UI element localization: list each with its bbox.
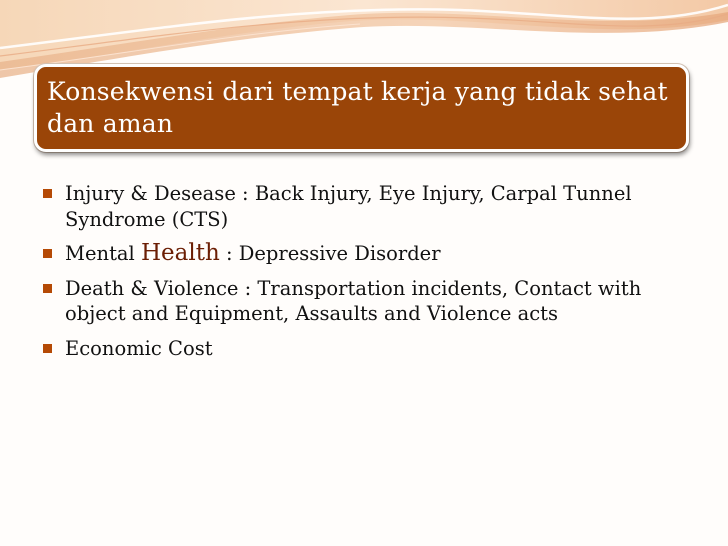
bullet-highlight: Health [140,240,220,266]
bullet-item-economic-cost [40,336,690,362]
bullet-suffix: : Depressive Disorder [219,242,441,265]
bullet-text: Injury & Desease : Back Injury, Eye Injury, Carpal Tunnel Syndrome (CTS) [65,182,632,231]
square-bullet-icon [43,189,52,198]
bullet-text: Death & Violence : Transportation incidents, Contact with object and Equipment, Assaults and Violence acts [65,276,642,325]
bullet-list [40,181,690,370]
title-box [34,64,689,152]
bullet-item-injury [40,181,690,232]
bullet-item-mental-health [40,241,690,267]
bullet-item-death-violence [40,276,690,327]
square-bullet-icon [43,344,52,353]
slide-title: Konsekwensi dari tempat kerja yang tidak sehat dan aman [47,77,668,138]
square-bullet-icon [43,249,52,258]
square-bullet-icon [43,284,52,293]
bullet-prefix: Mental [65,242,141,265]
bullet-text: Economic Cost [65,336,213,360]
